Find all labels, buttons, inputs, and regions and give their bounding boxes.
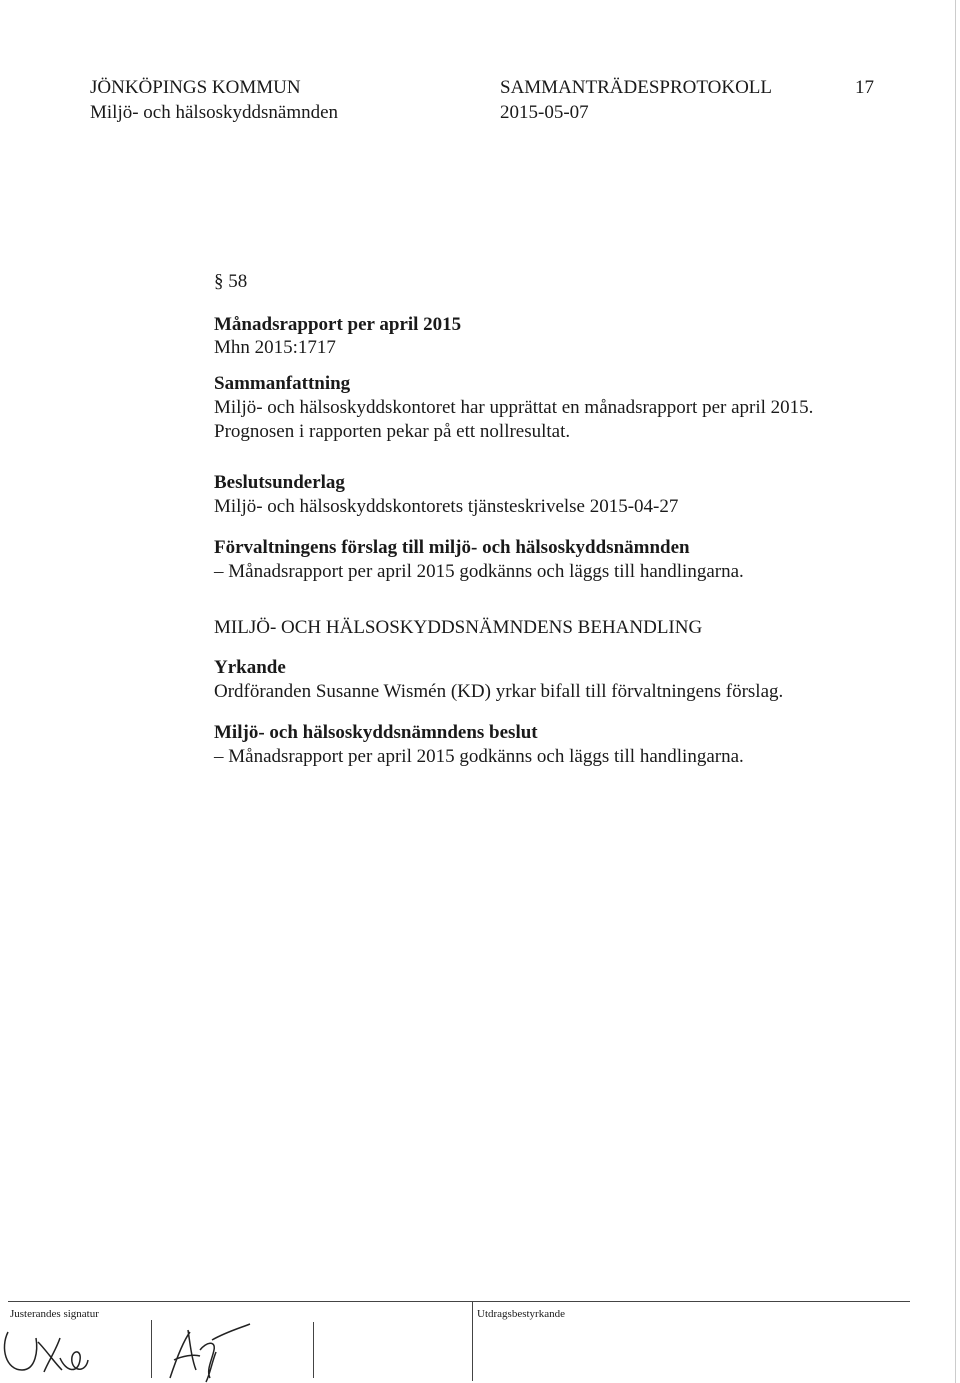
proposal-item: – Månadsrapport per april 2015 godkänns och läggs till handlingarna. bbox=[214, 561, 744, 582]
case-number: Mhn 2015:1717 bbox=[214, 337, 336, 358]
meeting-date: 2015-05-07 bbox=[500, 102, 589, 123]
organization-name: JÖNKÖPINGS KOMMUN bbox=[90, 77, 301, 98]
document-type: SAMMANTRÄDESPROTOKOLL bbox=[500, 77, 773, 98]
basis-text: Miljö- och hälsoskyddskontorets tjänsteskrivelse 2015-04-27 bbox=[214, 496, 679, 517]
signature-label: Justerandes signatur bbox=[10, 1308, 99, 1320]
decision-item: – Månadsrapport per april 2015 godkänns och läggs till handlingarna. bbox=[214, 746, 744, 767]
proposal-heading: Förvaltningens förslag till miljö- och hälsoskyddsnämnden bbox=[214, 537, 690, 558]
certification-label: Utdragsbestyrkande bbox=[477, 1308, 565, 1320]
committee-name: Miljö- och hälsoskyddsnämnden bbox=[90, 102, 339, 123]
handwritten-signatures bbox=[0, 1320, 320, 1383]
footer-column-divider bbox=[472, 1301, 473, 1381]
page-number: 17 bbox=[855, 77, 874, 98]
motion-heading: Yrkande bbox=[214, 657, 286, 678]
footer-divider bbox=[8, 1301, 910, 1302]
decision-heading: Miljö- och hälsoskyddsnämndens beslut bbox=[214, 722, 538, 743]
summary-text: Prognosen i rapporten pekar på ett nollresultat. bbox=[214, 421, 571, 442]
motion-text: Ordföranden Susanne Wismén (KD) yrkar bifall till förvaltningens förslag. bbox=[214, 681, 784, 702]
summary-heading: Sammanfattning bbox=[214, 373, 351, 394]
basis-heading: Beslutsunderlag bbox=[214, 472, 345, 493]
paragraph-number: § 58 bbox=[214, 271, 248, 292]
paragraph-title: Månadsrapport per april 2015 bbox=[214, 314, 462, 335]
scan-edge bbox=[955, 0, 956, 1383]
treatment-heading: MILJÖ- OCH HÄLSOSKYDDSNÄMNDENS BEHANDLING bbox=[214, 617, 703, 638]
summary-text: Miljö- och hälsoskyddskontoret har upprättat en månadsrapport per april 2015. bbox=[214, 397, 814, 418]
